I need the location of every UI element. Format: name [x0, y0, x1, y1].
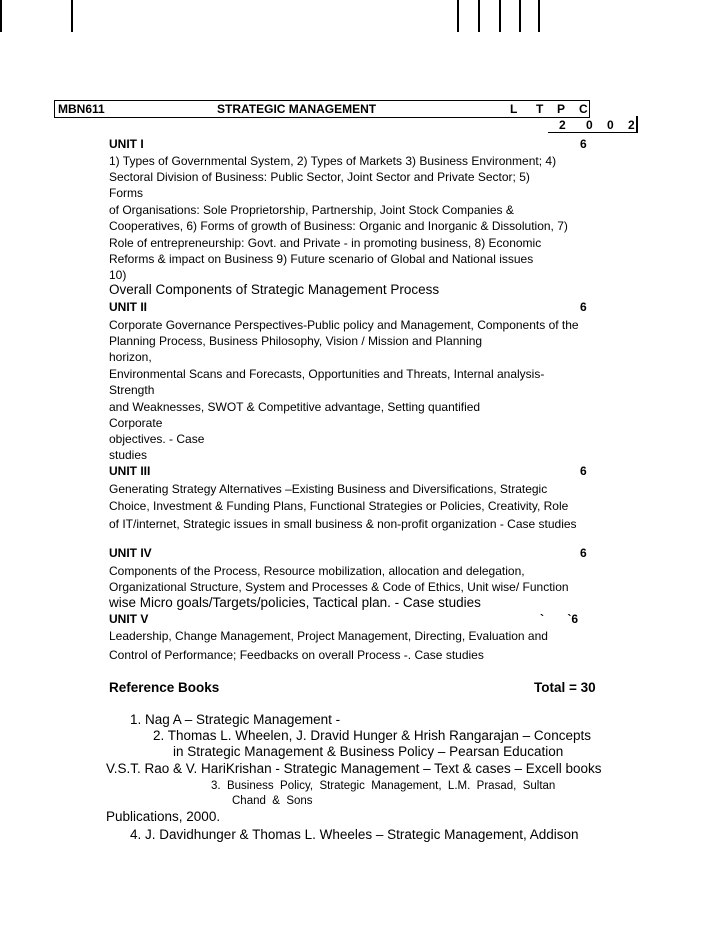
- unit-2-line: studies: [109, 448, 148, 462]
- reference-line: Publications, 2000.: [106, 809, 221, 824]
- ltpc-label-t: T: [536, 102, 544, 116]
- edge-mark: [0, 0, 2, 32]
- unit-1-line: 1) Types of Governmental System, 2) Types of Markets 3) Business Environment; 4): [109, 154, 557, 168]
- unit-4-title: UNIT IV: [109, 546, 152, 560]
- unit-4-line: Components of the Process, Resource mobilization, allocation and delegation,: [109, 564, 525, 578]
- unit-1-line: Overall Components of Strategic Management Process: [109, 282, 440, 297]
- course-title: STRATEGIC MANAGEMENT: [217, 102, 377, 116]
- unit-1-line: Cooperatives, 6) Forms of growth of Business: Organic and Inorganic & Dissolution, 7): [109, 219, 568, 233]
- reference-line: 4. J. Davidhunger & Thomas L. Wheeles – Strategic Management, Addison: [130, 827, 579, 842]
- edge-mark: [478, 0, 480, 32]
- unit-1-line: Reforms & impact on Business 9) Future scenario of Global and National issues: [109, 252, 534, 266]
- unit-3-line: of IT/internet, Strategic issues in small business & non-profit organization - Case studies: [109, 517, 577, 531]
- unit-1-line: Role of entrepreneurship: Govt. and Private - in promoting business, 8) Economic: [109, 236, 542, 250]
- reference-line: in Strategic Management & Business Policy – Pearsan Education: [173, 744, 564, 759]
- unit-3-line: Choice, Investment & Funding Plans, Functional Strategies or Policies, Creativity, Role: [109, 499, 569, 513]
- reference-line: 3. Business Policy, Strategic Management, L.M. Prasad, Sultan: [211, 780, 556, 792]
- unit-4-line: wise Micro goals/Targets/policies, Tactical plan. - Case studies: [109, 595, 481, 610]
- unit-5-title: UNIT V: [109, 612, 149, 626]
- reference-line: Chand & Sons: [232, 795, 313, 807]
- total-hours: Total = 30: [534, 680, 596, 695]
- unit-4-hours: 6: [580, 546, 587, 560]
- ltpc-label-p: P: [557, 102, 566, 116]
- edge-mark: [538, 0, 540, 32]
- reference-line: 1. Nag A – Strategic Management -: [130, 712, 341, 727]
- unit-5-line: Control of Performance; Feedbacks on overall Process -. Case studies: [109, 648, 484, 662]
- edge-mark: [519, 0, 521, 32]
- course-code: MBN611: [58, 102, 105, 116]
- unit-1-hours: 6: [580, 137, 587, 151]
- ltpc-value-l: 2: [559, 118, 566, 132]
- unit-1-title: UNIT I: [109, 137, 144, 151]
- references-heading: Reference Books: [109, 680, 220, 695]
- unit-2-line: Strength: [109, 383, 155, 397]
- ltpc-value-p: 0: [607, 118, 614, 132]
- unit-1-line: Sectoral Division of Business: Public Sector, Joint Sector and Private Sector; 5): [109, 170, 530, 184]
- edge-mark: [457, 0, 459, 32]
- unit-5-hours: ` `6: [540, 612, 579, 626]
- unit-3-line: Generating Strategy Alternatives –Existing Business and Diversifications, Strategic: [109, 482, 548, 496]
- unit-2-line: Environmental Scans and Forecasts, Opportunities and Threats, Internal analysis-: [109, 367, 545, 381]
- unit-2-line: Planning Process, Business Philosophy, Vision / Mission and Planning: [109, 334, 483, 348]
- unit-3-title: UNIT III: [109, 464, 151, 478]
- unit-2-line: horizon,: [109, 350, 152, 364]
- unit-2-line: objectives. - Case: [109, 432, 205, 446]
- ltpc-label-c: C: [579, 102, 588, 116]
- ltpc-value-t: 0: [586, 118, 593, 132]
- unit-1-line: 10): [109, 268, 127, 282]
- unit-2-title: UNIT II: [109, 300, 147, 314]
- unit-2-line: Corporate Governance Perspectives-Public policy and Management, Components of the: [109, 318, 579, 332]
- edge-mark: [499, 0, 501, 32]
- ltpc-value-c: 2: [628, 118, 635, 132]
- unit-1-line: of Organisations: Sole Proprietorship, Partnership, Joint Stock Companies &: [109, 203, 514, 217]
- edge-mark: [71, 0, 73, 32]
- unit-1-line: Forms: [109, 186, 143, 200]
- ltpc-label-l: L: [510, 102, 518, 116]
- unit-3-hours: 6: [580, 464, 587, 478]
- unit-2-line: and Weaknesses, SWOT & Competitive advantage, Setting quantified: [109, 400, 481, 414]
- unit-5-line: Leadership, Change Management, Project Management, Directing, Evaluation and: [109, 629, 548, 643]
- unit-4-line: Organizational Structure, System and Processes & Code of Ethics, Unit wise/ Function: [109, 580, 569, 594]
- unit-2-line: Corporate: [109, 416, 163, 430]
- reference-line: V.S.T. Rao & V. HariKrishan - Strategic Management – Text & cases – Excell books: [106, 761, 602, 776]
- unit-2-hours: 6: [580, 300, 587, 314]
- reference-line: 2. Thomas L. Wheelen, J. Dravid Hunger & Hrish Rangarajan – Concepts: [153, 728, 591, 743]
